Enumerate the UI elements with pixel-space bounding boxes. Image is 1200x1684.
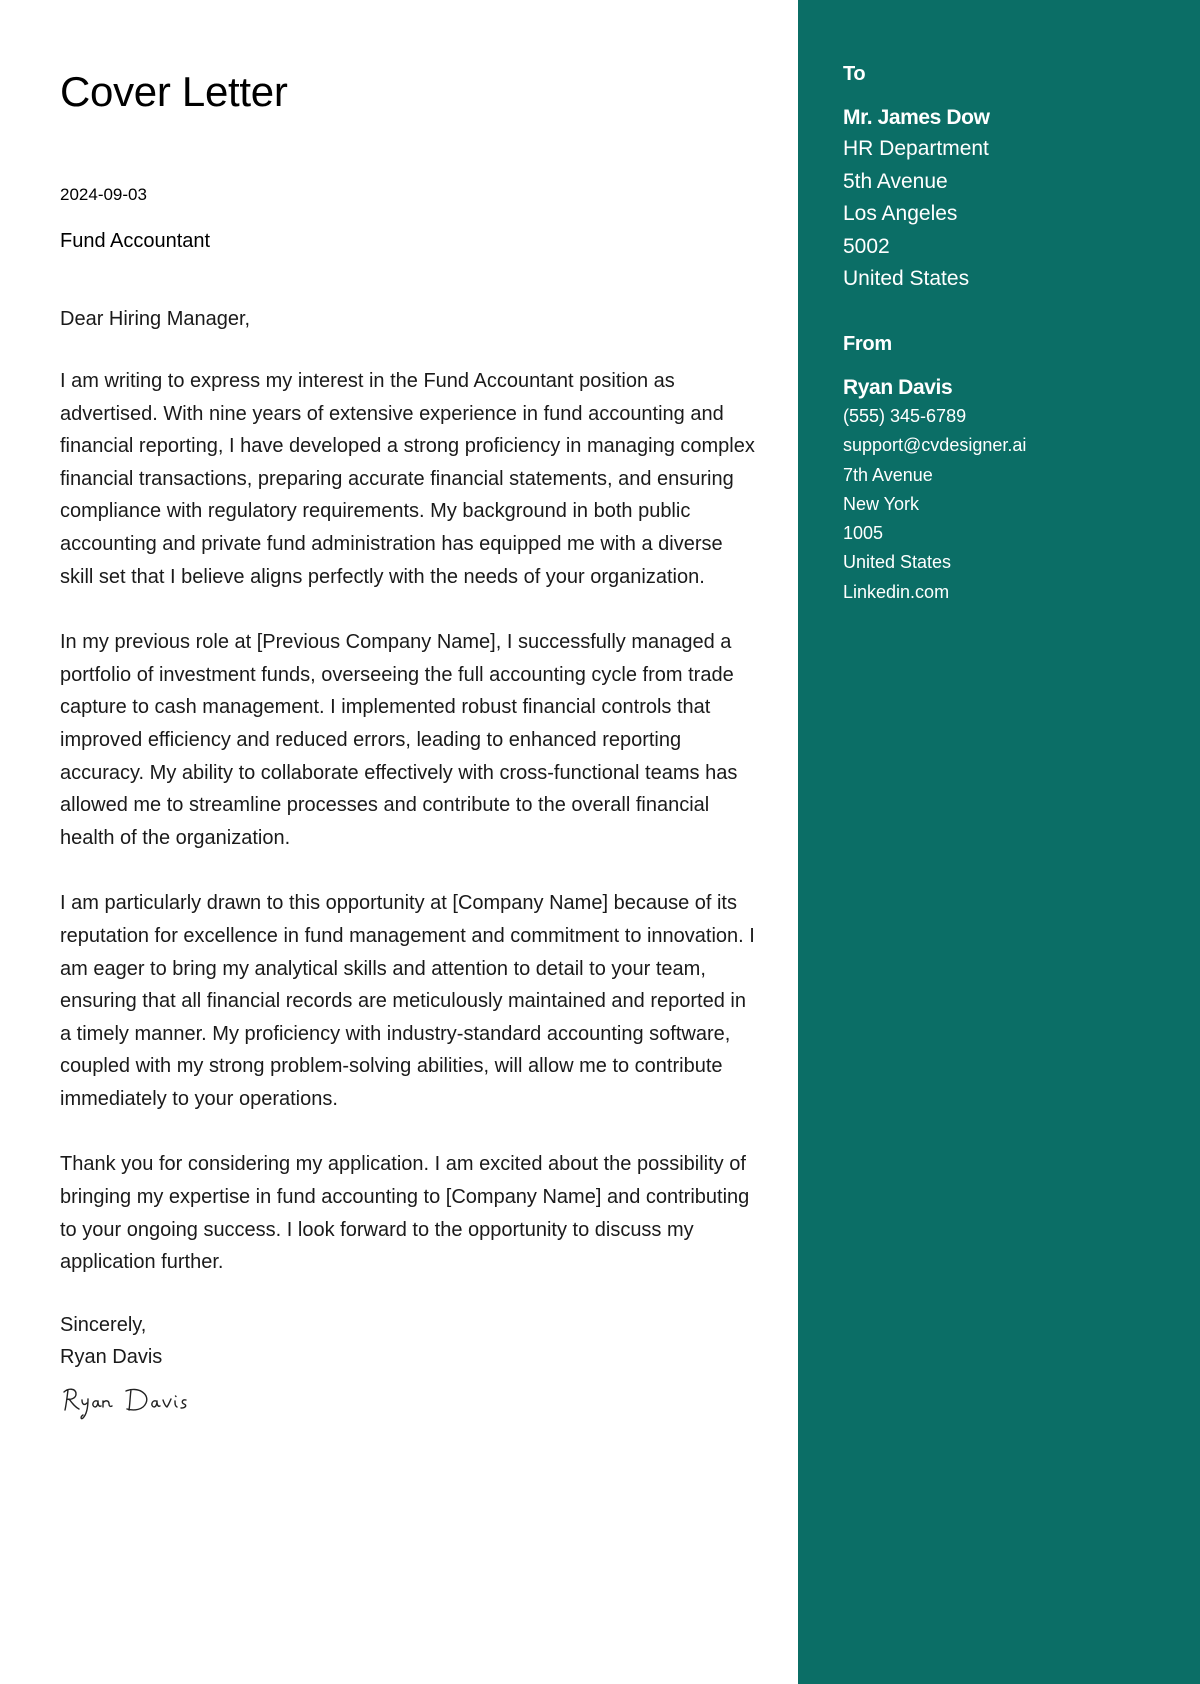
sender-zip: 1005	[843, 523, 884, 544]
recipient-address	[843, 133, 1180, 296]
letter-date: 2024-09-03	[60, 185, 147, 204]
paragraph-experience: In my previous role at [Previous Company Name], I successfully managed a portfolio of investment funds, overseeing the full accounting cycle from trade capture to cash management. I implemented robust financial controls that improved efficiency and reduced errors, leading to enhanced reporting accuracy. My ability to collaborate effectively with cross-functional teams has allowed me to streamline processes and contribute to the overall financial health of the organization.	[60, 631, 738, 849]
sender-heading: From	[843, 332, 892, 355]
sender-street: 7th Avenue	[843, 464, 933, 485]
sender-section	[843, 330, 1180, 607]
paragraph-closing: Thank you for considering my application. I am excited about the possibility of bringing my expertise in fund accounting to [Company Name] and contributing to your ongoing success. I look forward to the opportunity to discuss my application further.	[60, 1153, 750, 1274]
closing-block	[60, 1305, 758, 1368]
sender-name: Ryan Davis	[60, 1345, 163, 1368]
sender-city: New York	[843, 493, 920, 514]
recipient-country: United States	[843, 267, 970, 291]
sender-phone: (555) 345-6789	[843, 405, 967, 426]
document-title: Cover Letter	[60, 68, 288, 115]
handwritten-signature	[60, 1382, 210, 1422]
sign-off: Sincerely,	[60, 1313, 147, 1336]
contact-sidebar	[798, 0, 1200, 1684]
sender-name-sidebar: Ryan Davis	[843, 375, 953, 399]
sender-website[interactable]: Linkedin.com	[843, 581, 950, 602]
job-position: Fund Accountant	[60, 230, 211, 252]
recipient-zip: 5002	[843, 234, 890, 258]
recipient-name: Mr. James Dow	[843, 106, 990, 129]
sender-email[interactable]: support@cvdesigner.ai	[843, 435, 1027, 456]
sender-contact	[843, 402, 1180, 607]
recipient-section	[843, 60, 1180, 296]
sender-country: United States	[843, 552, 952, 573]
greeting: Dear Hiring Manager,	[60, 308, 251, 330]
recipient-street: 5th Avenue	[843, 169, 948, 193]
recipient-city: Los Angeles	[843, 202, 958, 226]
paragraph-motivation: I am particularly drawn to this opportunity at [Company Name] because of its reputation for excellence in fund management and commitment to innovation. I am eager to bring my analytical skills and attention to detail to your team, ensuring that all financial records are meticulously maintained and reported in a timely manner. My proficiency with industry-standard accounting software, coupled with my strong problem-solving abilities, will allow me to contribute immediately to your operations.	[60, 892, 755, 1110]
recipient-heading: To	[843, 63, 866, 85]
paragraph-intro: I am writing to express my interest in the Fund Accountant position as advertised. With nine years of extensive experience in fund accounting and financial reporting, I have developed a strong proficiency in managing complex financial transactions, preparing accurate financial statements, and ensuring compliance with regulatory requirements. My background in both public accounting and private fund administration has equipped me with a diverse skill set that I believe aligns perfectly with the needs of your organization.	[60, 370, 755, 588]
recipient-department: HR Department	[843, 137, 989, 160]
